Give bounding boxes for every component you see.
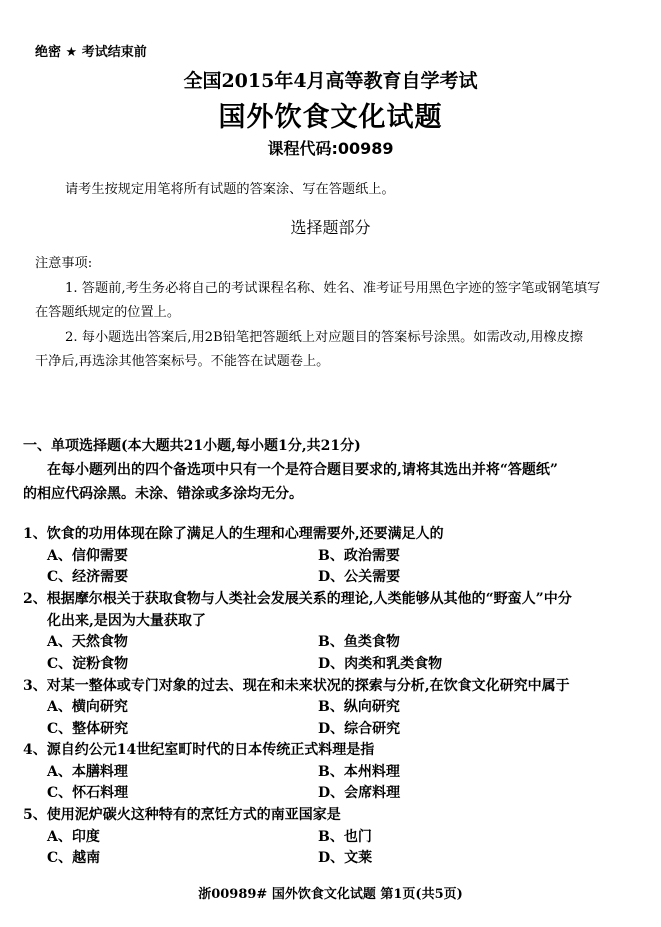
question-4-option-a: A、本膳料理 bbox=[47, 764, 128, 780]
question-2-option-b: B、鱼类食物 bbox=[318, 634, 400, 650]
part-title: 选择题部分 bbox=[290, 218, 371, 237]
question-3-option-c: C、整体研究 bbox=[47, 721, 129, 737]
section-desc-line-2: 的相应代码涂黑。未涂、错涂或多涂均无分。 bbox=[23, 486, 303, 502]
question-2-option-d: D、肉类和乳类食物 bbox=[318, 656, 443, 672]
question-4-option-b: B、本州料理 bbox=[318, 764, 400, 780]
question-1-stem: 1、饮食的功用体现在除了满足人的生理和心理需要外,还要满足人的 bbox=[23, 526, 444, 542]
question-1-option-b: B、政治需要 bbox=[318, 548, 400, 564]
subject-title: 国外饮食文化试题 bbox=[218, 102, 443, 133]
note-2-line-1: 2. 每小题选出答案后,用2B铅笔把答题纸上对应题目的答案标号涂黑。如需改动,用橡皮擦 bbox=[65, 330, 583, 345]
secret-label: 绝密 ★ 考试结束前 bbox=[35, 45, 147, 60]
note-2-line-2: 干净后,再选涂其他答案标号。不能答在试题卷上。 bbox=[35, 354, 330, 369]
question-5-option-a: A、印度 bbox=[47, 829, 100, 845]
note-1-line-1: 1. 答题前,考生务必将自己的考试课程名称、姓名、准考证号用黑色字迹的签字笔或钢笔填写 bbox=[65, 281, 601, 296]
note-1-line-2: 在答题纸规定的位置上。 bbox=[35, 305, 181, 320]
exam-title: 全国2015年4月高等教育自学考试 bbox=[183, 70, 478, 92]
section-heading: 一、单项选择题(本大题共21小题,每小题1分,共21分) bbox=[23, 438, 361, 454]
question-5-option-c: C、越南 bbox=[47, 850, 101, 866]
question-3-option-b: B、纵向研究 bbox=[318, 699, 400, 715]
instruction-text: 请考生按规定用笔将所有试题的答案涂、写在答题纸上。 bbox=[65, 182, 395, 197]
question-1-option-c: C、经济需要 bbox=[47, 569, 129, 585]
question-3-option-a: A、横向研究 bbox=[47, 699, 128, 715]
question-5-stem: 5、使用泥炉碳火这种特有的烹饪方式的南亚国家是 bbox=[23, 807, 341, 823]
question-3-stem: 3、对某一整体或专门对象的过去、现在和未来状况的探索与分析,在饮食文化研究中属于 bbox=[23, 678, 570, 694]
question-5-option-b: B、也门 bbox=[318, 829, 372, 845]
question-2-option-c: C、淀粉食物 bbox=[47, 656, 129, 672]
notes-title: 注意事项: bbox=[35, 256, 93, 271]
question-4-option-c: C、怀石料理 bbox=[47, 785, 129, 801]
question-5-option-d: D、文莱 bbox=[318, 850, 373, 866]
question-4-stem: 4、源自约公元14世纪室町时代的日本传统正式料理是指 bbox=[23, 742, 375, 758]
question-2-option-a: A、天然食物 bbox=[47, 634, 128, 650]
question-1-option-a: A、信仰需要 bbox=[47, 548, 128, 564]
question-3-option-d: D、综合研究 bbox=[318, 721, 401, 737]
question-2-stem: 2、根据摩尔根关于获取食物与人类社会发展关系的理论,人类能够从其他的“野蛮人”中分 bbox=[23, 591, 572, 607]
question-1-option-d: D、公关需要 bbox=[318, 569, 401, 585]
question-2-stem-cont: 化出来,是因为大量获取了 bbox=[47, 613, 206, 629]
section-desc-line-1: 在每小题列出的四个备选项中只有一个是符合题目要求的,请将其选出并将“答题纸” bbox=[47, 462, 558, 478]
question-4-option-d: D、会席料理 bbox=[318, 785, 401, 801]
page-footer: 浙00989# 国外饮食文化试题 第1页(共5页) bbox=[198, 887, 463, 902]
course-code: 课程代码:00989 bbox=[267, 139, 394, 158]
